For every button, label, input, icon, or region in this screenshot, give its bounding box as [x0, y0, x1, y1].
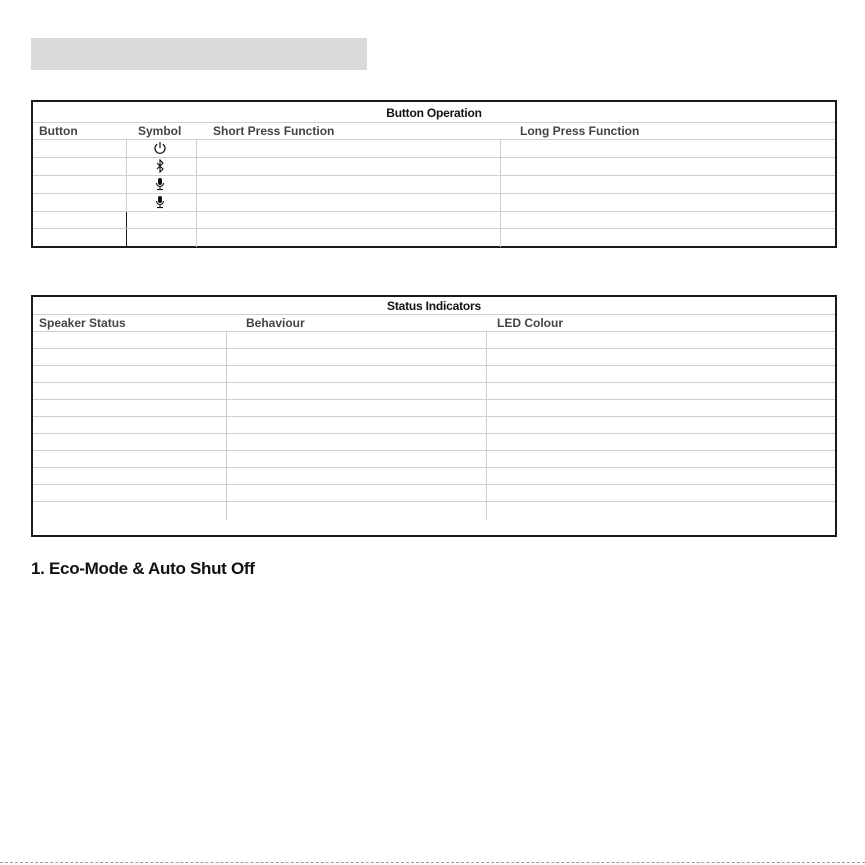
page-cut-line: [0, 862, 865, 863]
table-row: [33, 366, 835, 383]
bluetooth-icon: [153, 159, 167, 173]
status-indicators-title: Status Indicators: [33, 297, 835, 315]
table-row: [33, 158, 835, 176]
table-row: [33, 400, 835, 417]
button-operation-title: Button Operation: [33, 102, 835, 123]
header-bar: [31, 38, 367, 70]
microphone-icon: [153, 177, 167, 191]
table-row: [33, 485, 835, 502]
header-short-press: Short Press Function: [213, 124, 335, 138]
table-row: [33, 451, 835, 468]
table-row: [33, 468, 835, 485]
header-behaviour: Behaviour: [246, 316, 305, 330]
section-heading: 1. Eco-Mode & Auto Shut Off: [31, 559, 255, 578]
button-table-header-row: [33, 123, 835, 140]
table-row: [33, 140, 835, 158]
header-led-colour: LED Colour: [497, 316, 563, 330]
table-row: [33, 176, 835, 194]
table-row: [33, 194, 835, 212]
table-row: [33, 212, 835, 229]
header-symbol: Symbol: [138, 124, 182, 138]
button-operation-table: [31, 100, 837, 248]
table-row: [33, 417, 835, 434]
table-row: [33, 383, 835, 400]
table-row: [33, 502, 835, 520]
header-speaker-status: Speaker Status: [39, 316, 126, 330]
table-row: [33, 349, 835, 366]
microphone-icon: [153, 195, 167, 209]
table-row: [33, 434, 835, 451]
power-icon: [153, 141, 167, 155]
table-row: [33, 229, 835, 247]
status-indicators-table: [31, 295, 837, 537]
status-table-header-row: [33, 315, 835, 332]
header-button: Button: [39, 124, 78, 138]
table-row: [33, 332, 835, 349]
header-long-press: Long Press Function: [520, 124, 640, 138]
